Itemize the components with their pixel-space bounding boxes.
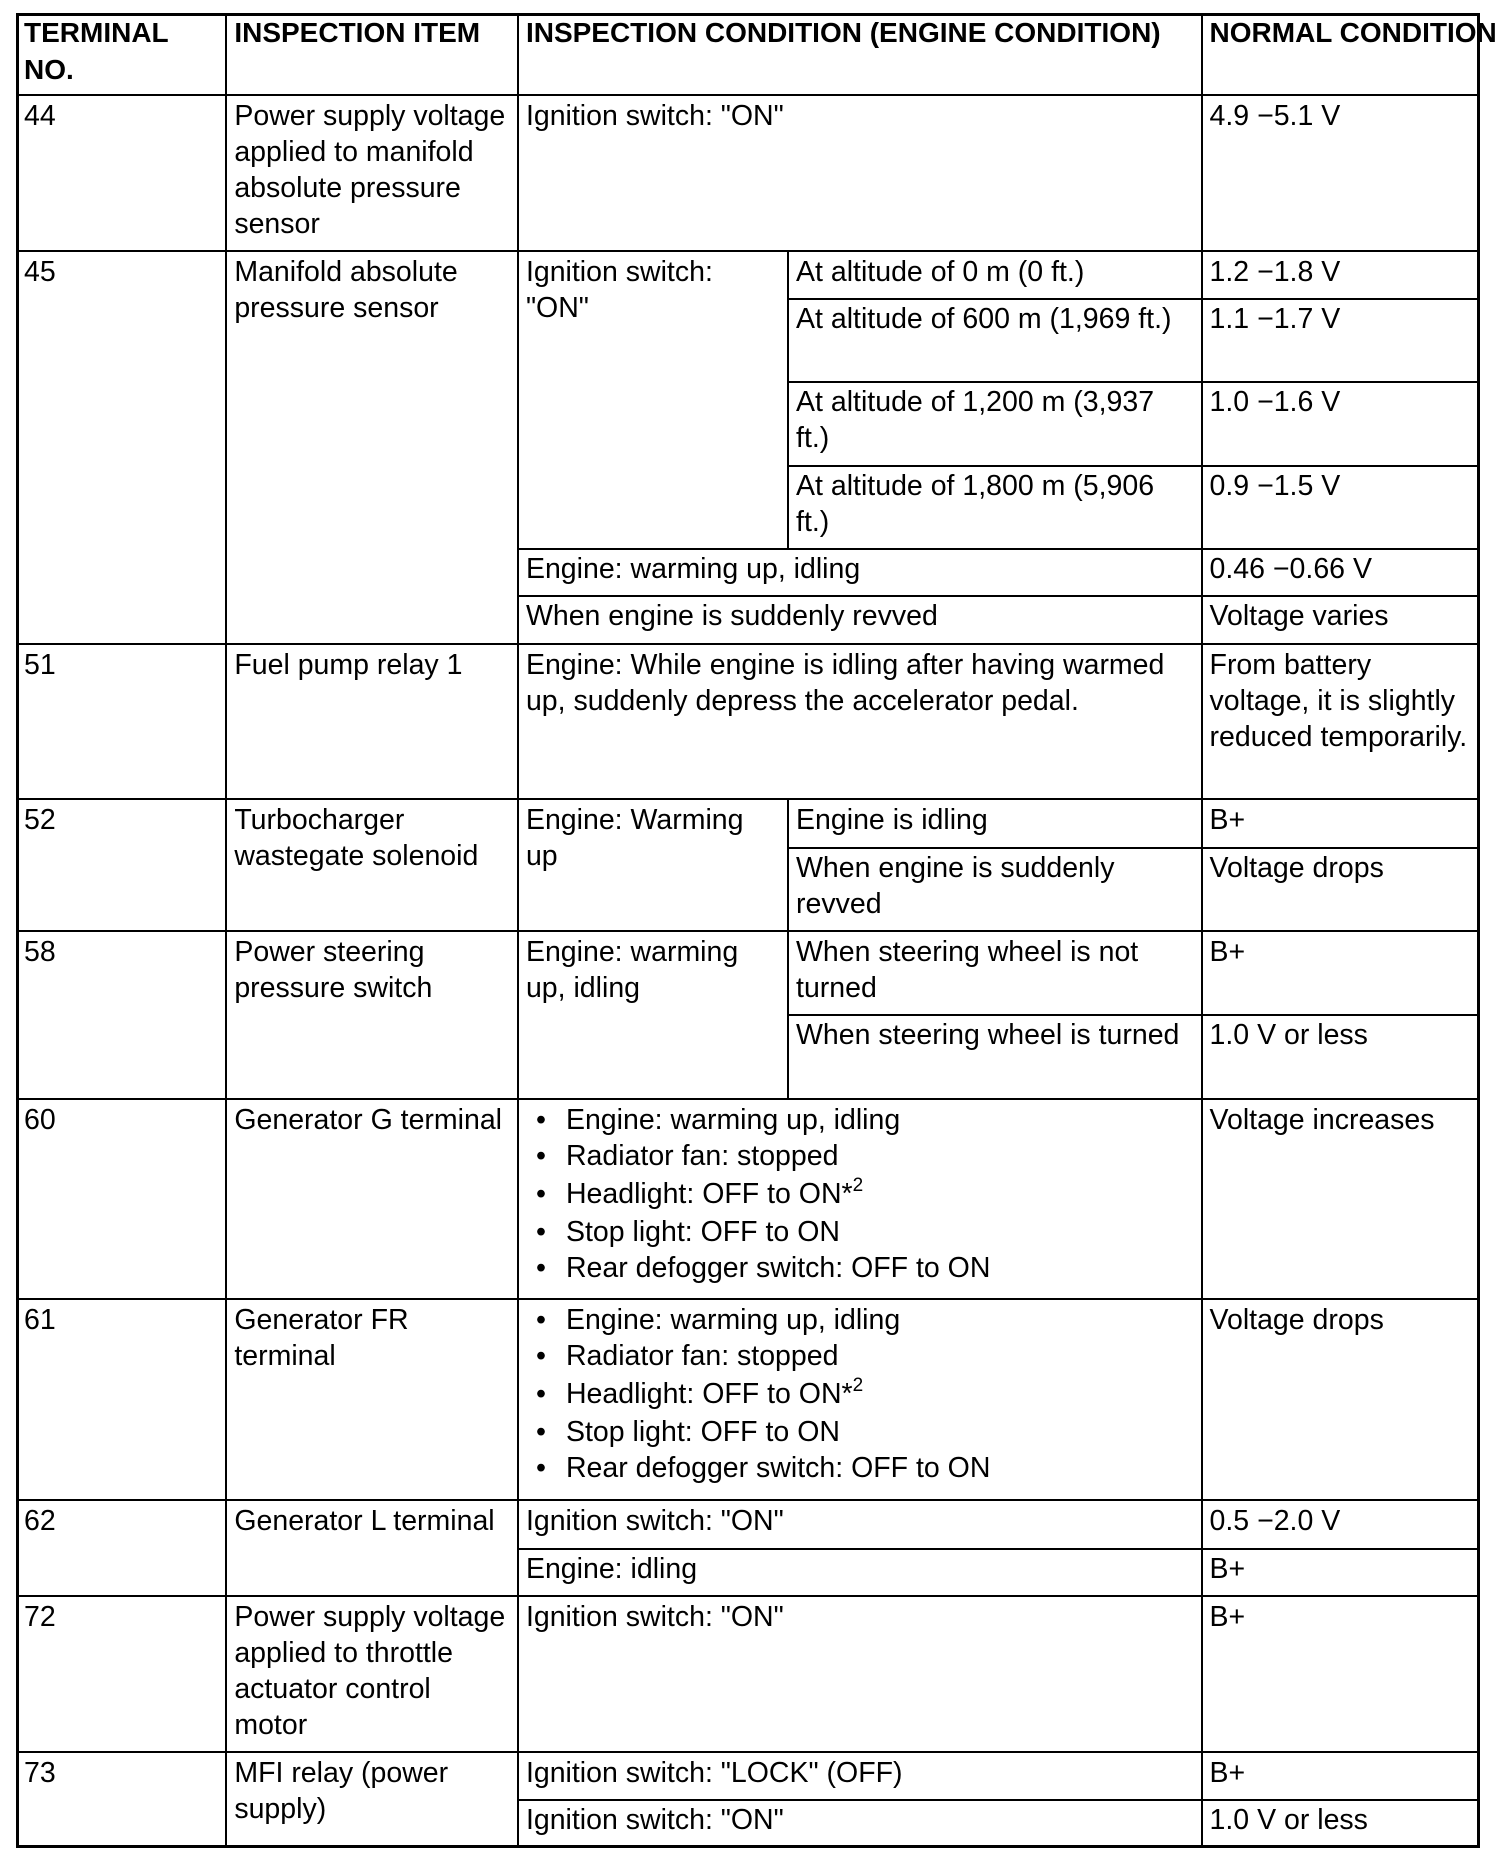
terminal-62-no: 62 — [24, 1505, 56, 1538]
terminal-45-idle-normal: 0.46 −0.66 V — [1209, 552, 1372, 585]
terminal-62-idle-normal: B+ — [1209, 1552, 1246, 1585]
terminal-58-turned-normal: 1.0 V or less — [1209, 1019, 1368, 1052]
footnote-marker: 2 — [852, 1375, 864, 1397]
bullet-text: Engine: warming up, idling — [565, 1304, 901, 1337]
terminal-52-no: 52 — [24, 804, 56, 837]
terminal-52-idle-normal: B+ — [1209, 804, 1246, 837]
terminal-58-not-turned-condition: When steering wheel is not turned — [796, 936, 1139, 1005]
terminal-45-idle-condition: Engine: warming up, idling — [525, 552, 861, 585]
terminal-72-normal: B+ — [1209, 1601, 1246, 1634]
bullet-text: Stop light: OFF to ON — [565, 1416, 840, 1449]
terminal-73-on-normal: 1.0 V or less — [1209, 1804, 1368, 1837]
terminal-45-no: 45 — [24, 255, 56, 288]
terminal-72-no: 72 — [24, 1601, 56, 1634]
terminal-60-normal: Voltage increases — [1209, 1103, 1435, 1136]
terminal-58-not-turned-normal: B+ — [1209, 936, 1246, 969]
bullet-text: Radiator fan: stopped — [565, 1139, 839, 1172]
terminal-45-revved-normal: Voltage varies — [1209, 600, 1389, 633]
terminal-62-idle-condition: Engine: idling — [525, 1552, 698, 1585]
terminal-58-condition-group: Engine: warming up, idling — [525, 936, 739, 1005]
terminal-73-item: MFI relay (power supply) — [234, 1756, 449, 1825]
bullet-text: Rear defogger switch: OFF to ON — [565, 1452, 991, 1485]
terminal-61-normal: Voltage drops — [1209, 1304, 1384, 1337]
terminal-51-condition: Engine: While engine is idling after having warmed up, suddenly depress the accelerator pedal. — [525, 648, 1165, 717]
terminal-44-item: Power supply voltage applied to manifold absolute pressure sensor — [234, 100, 506, 241]
terminal-44-normal: 4.9 −5.1 V — [1209, 100, 1341, 133]
terminal-73-no: 73 — [24, 1756, 56, 1789]
terminal-58-item: Power steering pressure switch — [234, 936, 433, 1005]
terminal-45-altitude-0-normal: 1.2 −1.8 V — [1209, 255, 1341, 288]
terminal-60-item: Generator G terminal — [234, 1103, 503, 1136]
terminal-61-no: 61 — [24, 1304, 56, 1337]
bullet-text: Engine: warming up, idling — [565, 1103, 901, 1136]
terminal-45-altitude-1200-condition: At altitude of 1,200 m (3,937 ft.) — [796, 386, 1155, 455]
bullet-text: Headlight: OFF to ON* — [565, 1177, 853, 1210]
terminal-45-item: Manifold absolute pressure sensor — [234, 255, 458, 324]
terminal-72-condition: Ignition switch: "ON" — [525, 1601, 784, 1634]
terminal-73-lock-condition: Ignition switch: "LOCK" (OFF) — [525, 1756, 903, 1789]
header-terminal-no: TERMINAL NO. — [24, 17, 169, 85]
bullet-text: Rear defogger switch: OFF to ON — [565, 1251, 991, 1284]
terminal-44-no: 44 — [24, 100, 56, 133]
terminal-45-altitude-1200-normal: 1.0 −1.6 V — [1209, 386, 1341, 419]
terminal-58-turned-condition: When steering wheel is turned — [796, 1019, 1180, 1052]
terminal-62-item: Generator L terminal — [234, 1505, 495, 1538]
header-normal-condition: NORMAL CONDITION — [1209, 17, 1497, 48]
inspection-table — [16, 13, 1497, 1848]
terminal-45-condition-group: Ignition switch: "ON" — [525, 255, 713, 324]
terminal-51-normal: From battery voltage, it is slightly reduced temporarily. — [1209, 648, 1468, 753]
terminal-45-revved-condition: When engine is suddenly revved — [525, 600, 938, 633]
terminal-51-no: 51 — [24, 648, 56, 681]
terminal-52-revved-normal: Voltage drops — [1209, 851, 1384, 884]
terminal-51-item: Fuel pump relay 1 — [234, 648, 463, 681]
terminal-45-altitude-0-condition: At altitude of 0 m (0 ft.) — [796, 255, 1085, 288]
terminal-45-altitude-1800-normal: 0.9 −1.5 V — [1209, 469, 1341, 502]
header-inspection-item: INSPECTION ITEM — [234, 17, 481, 48]
terminal-72-item: Power supply voltage applied to throttle actuator control motor — [234, 1601, 506, 1742]
terminal-45-altitude-600-normal: 1.1 −1.7 V — [1209, 303, 1341, 336]
footnote-marker: 2 — [852, 1174, 864, 1196]
bullet-text: Radiator fan: stopped — [565, 1340, 839, 1373]
terminal-45-altitude-600-condition: At altitude of 600 m (1,969 ft.) — [796, 303, 1172, 336]
header-inspection-condition: INSPECTION CONDITION (ENGINE CONDITION) — [525, 17, 1161, 48]
terminal-73-lock-normal: B+ — [1209, 1756, 1246, 1789]
bullet-text: Stop light: OFF to ON — [565, 1215, 840, 1248]
terminal-73-on-condition: Ignition switch: "ON" — [525, 1804, 784, 1837]
terminal-45-altitude-1800-condition: At altitude of 1,800 m (5,906 ft.) — [796, 469, 1155, 538]
terminal-60-no: 60 — [24, 1103, 56, 1136]
terminal-58-no: 58 — [24, 936, 56, 969]
bullet-text: Headlight: OFF to ON* — [565, 1378, 853, 1411]
terminal-62-ignition-condition: Ignition switch: "ON" — [525, 1505, 784, 1538]
table-border — [16, 13, 1480, 1848]
terminal-44-condition: Ignition switch: "ON" — [525, 100, 784, 133]
terminal-52-revved-condition: When engine is suddenly revved — [796, 851, 1115, 920]
terminal-52-condition-group: Engine: Warming up — [525, 804, 744, 873]
terminal-52-idle-condition: Engine is idling — [796, 804, 988, 837]
terminal-62-ignition-normal: 0.5 −2.0 V — [1209, 1505, 1341, 1538]
terminal-61-item: Generator FR terminal — [234, 1304, 409, 1373]
terminal-52-item: Turbocharger wastegate solenoid — [234, 804, 479, 873]
